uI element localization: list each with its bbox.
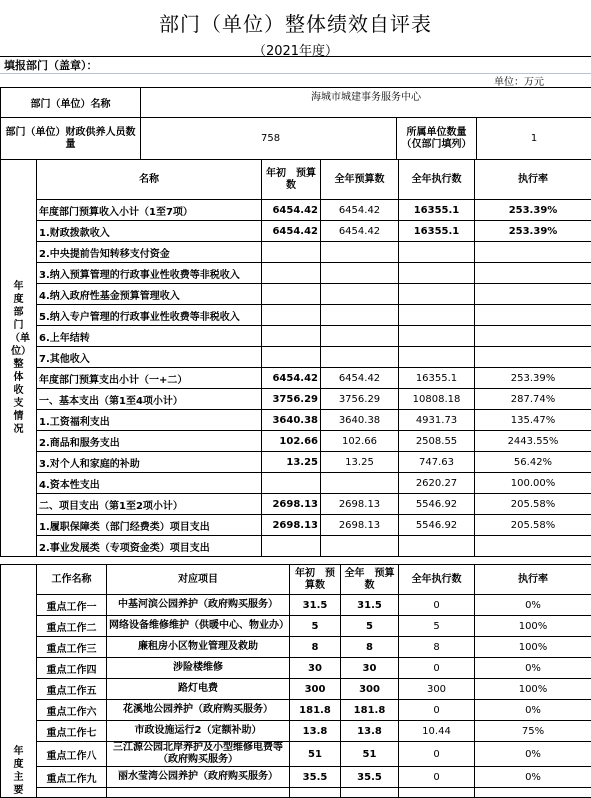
- staff-count-value: 758: [141, 118, 397, 160]
- work-annual: 35.5: [341, 767, 399, 788]
- work-project: 网络设备维修维护（供暖中心、物业办）: [107, 616, 290, 637]
- budget-executed: [399, 536, 475, 557]
- budget-annual: 3640.38: [321, 410, 399, 431]
- budget-annual: 102.66: [321, 431, 399, 452]
- table-row: [1, 515, 591, 536]
- budget-executed: 16355.1: [399, 200, 475, 221]
- dept-info-table: [0, 87, 591, 160]
- work-name: 重点工作一: [37, 595, 107, 616]
- budget-row-name: 4.纳入政府性基金预算管理收入: [37, 284, 262, 305]
- work-name: 重点工作四: [37, 658, 107, 679]
- budget-executed: 5546.92: [399, 515, 475, 536]
- budget-annual: 2698.13: [321, 494, 399, 515]
- work-initial: 5: [290, 616, 341, 637]
- budget-executed: 2620.27: [399, 473, 475, 494]
- budget-row-name: 一、基本支出（第1至4项小计）: [37, 389, 262, 410]
- budget-rate: 56.42%: [475, 452, 591, 473]
- table-row: [1, 536, 591, 557]
- work-initial: 13.8: [290, 721, 341, 742]
- budget-row-name: 5.纳入专户管理的行政事业性收费等非税收入: [37, 305, 262, 326]
- work-annual: 181.8: [341, 700, 399, 721]
- table-row: [1, 263, 591, 284]
- work-project: 市政设施运行2（定额补助）: [107, 721, 290, 742]
- budget-rate: 205.58%: [475, 494, 591, 515]
- budget-rate: 253.39%: [475, 200, 591, 221]
- table-row: [1, 452, 591, 473]
- budget-executed: 747.63: [399, 452, 475, 473]
- budget-initial: [262, 263, 321, 284]
- table-row: [1, 221, 591, 242]
- budget-rate: [475, 284, 591, 305]
- work-name: 重点工作二: [37, 616, 107, 637]
- table-row: [1, 637, 591, 658]
- budget-annual: 6454.42: [321, 368, 399, 389]
- budget-rate: [475, 326, 591, 347]
- work-empty-cell: [37, 788, 107, 798]
- staff-count-label: 部门（单位）财政供养人员数量: [1, 118, 141, 160]
- budget-row-name: 3.纳入预算管理的行政事业性收费等非税收入: [37, 263, 262, 284]
- budget-initial: [262, 305, 321, 326]
- work-header-4: 全年执行数: [399, 565, 475, 595]
- budget-rate: 205.58%: [475, 515, 591, 536]
- budget-executed: 2508.55: [399, 431, 475, 452]
- work-name: 重点工作八: [37, 742, 107, 767]
- budget-row-name: 2.中央提前告知转移支付资金: [37, 242, 262, 263]
- work-executed: 8: [399, 637, 475, 658]
- budget-row-name: 6.上年结转: [37, 326, 262, 347]
- work-side-label: 年度主要: [1, 565, 37, 798]
- budget-executed: 4931.73: [399, 410, 475, 431]
- work-header-2: 年初 预算数: [290, 565, 341, 595]
- work-annual: 13.8: [341, 721, 399, 742]
- budget-executed: [399, 263, 475, 284]
- budget-rate: 287.74%: [475, 389, 591, 410]
- table-row: [1, 347, 591, 368]
- work-executed: 0: [399, 658, 475, 679]
- budget-initial: [262, 326, 321, 347]
- table-row: [1, 679, 591, 700]
- work-executed: 0: [399, 700, 475, 721]
- budget-annual: 3756.29: [321, 389, 399, 410]
- budget-rate: [475, 263, 591, 284]
- budget-initial: 2698.13: [262, 494, 321, 515]
- work-rate: 100%: [475, 616, 591, 637]
- table-row: [1, 700, 591, 721]
- budget-row-name: 1.财政拨款收入: [37, 221, 262, 242]
- table-row: [1, 389, 591, 410]
- work-annual: 31.5: [341, 595, 399, 616]
- budget-row-name: 3.对个人和家庭的补助: [37, 452, 262, 473]
- work-rate: 0%: [475, 767, 591, 788]
- budget-rate: [475, 536, 591, 557]
- budget-annual: 13.25: [321, 452, 399, 473]
- sub-unit-count-value: 1: [477, 118, 591, 160]
- table-row: [1, 721, 591, 742]
- budget-annual: 6454.42: [321, 200, 399, 221]
- budget-initial: [262, 284, 321, 305]
- budget-annual: [321, 284, 399, 305]
- work-name: 重点工作九: [37, 767, 107, 788]
- work-initial: 51: [290, 742, 341, 767]
- budget-rate: 253.39%: [475, 368, 591, 389]
- table-row: [1, 616, 591, 637]
- budget-header-2: 全年预算数: [321, 160, 399, 200]
- budget-initial: 3640.38: [262, 410, 321, 431]
- budget-initial: 102.66: [262, 431, 321, 452]
- work-empty-cell: [107, 788, 290, 798]
- work-project: 三江源公园北岸养护及小型维修电费等（政府购买服务）: [107, 742, 290, 767]
- work-executed: 0: [399, 595, 475, 616]
- table-row: [1, 200, 591, 221]
- budget-annual: [321, 263, 399, 284]
- budget-initial: 3756.29: [262, 389, 321, 410]
- work-executed: 0: [399, 767, 475, 788]
- budget-annual: [321, 473, 399, 494]
- budget-row-name: 年度部门预算支出小计（一+二）: [37, 368, 262, 389]
- budget-rate: [475, 347, 591, 368]
- dept-name-label: 部门（单位）名称: [1, 88, 141, 118]
- budget-rate: [475, 242, 591, 263]
- dept-name-value: 海城市城建事务服务中心: [141, 88, 591, 118]
- work-project: 廉租房小区物业管理及救助: [107, 637, 290, 658]
- table-row: [1, 305, 591, 326]
- budget-header-3: 全年执行数: [399, 160, 475, 200]
- budget-table: [0, 159, 591, 557]
- work-project: 涉险楼维修: [107, 658, 290, 679]
- table-row: [1, 473, 591, 494]
- budget-annual: [321, 347, 399, 368]
- budget-rate: 100.00%: [475, 473, 591, 494]
- work-header-1: 对应项目: [107, 565, 290, 595]
- table-row: [1, 326, 591, 347]
- budget-row-name: 2.商品和服务支出: [37, 431, 262, 452]
- budget-executed: 16355.1: [399, 221, 475, 242]
- budget-annual: [321, 242, 399, 263]
- budget-side-label: 年度部门（单位）整体收支情况: [1, 160, 37, 557]
- table-row: [1, 410, 591, 431]
- budget-rate: 135.47%: [475, 410, 591, 431]
- budget-row-name: 7.其他收入: [37, 347, 262, 368]
- budget-row-name: 4.资本性支出: [37, 473, 262, 494]
- budget-initial: 2698.13: [262, 515, 321, 536]
- work-initial: 300: [290, 679, 341, 700]
- budget-executed: 5546.92: [399, 494, 475, 515]
- work-rate: 0%: [475, 742, 591, 767]
- fill-department-label: 填报部门（盖章）：: [0, 56, 591, 74]
- work-project: 中基河滨公园养护（政府购买服务）: [107, 595, 290, 616]
- work-rate: 100%: [475, 679, 591, 700]
- page-title: 部门（单位）整体绩效自评表: [0, 8, 591, 37]
- work-empty-cell: [290, 788, 341, 798]
- budget-row-name: 二、项目支出（第1至2项小计）: [37, 494, 262, 515]
- work-executed: 10.44: [399, 721, 475, 742]
- budget-row-name: 2.事业发展类（专项资金类）项目支出: [37, 536, 262, 557]
- table-row: [1, 767, 591, 788]
- work-name: 重点工作六: [37, 700, 107, 721]
- budget-initial: [262, 242, 321, 263]
- budget-row-name: 1.履职保障类（部门经费类）项目支出: [37, 515, 262, 536]
- budget-rate: 2443.55%: [475, 431, 591, 452]
- work-annual: 300: [341, 679, 399, 700]
- work-name: 重点工作五: [37, 679, 107, 700]
- table-row: [1, 742, 591, 767]
- work-project: 丽水莹湾公园养护（政府购买服务）: [107, 767, 290, 788]
- table-row: [1, 368, 591, 389]
- budget-row-name: 1.工资福利支出: [37, 410, 262, 431]
- sub-unit-count-label: 所属单位数量（仅部门填列）: [397, 118, 477, 160]
- budget-initial: 13.25: [262, 452, 321, 473]
- work-empty-cell: [475, 788, 591, 798]
- work-empty-cell: [399, 788, 475, 798]
- report-year: （2021年度）: [0, 40, 591, 59]
- budget-executed: 10808.18: [399, 389, 475, 410]
- work-initial: 30: [290, 658, 341, 679]
- budget-initial: [262, 536, 321, 557]
- budget-executed: [399, 242, 475, 263]
- budget-executed: 16355.1: [399, 368, 475, 389]
- budget-initial: [262, 347, 321, 368]
- budget-header-1: 年初 预算数: [262, 160, 321, 200]
- work-annual: 51: [341, 742, 399, 767]
- work-header-3: 全年 预算数: [341, 565, 399, 595]
- table-row: [1, 658, 591, 679]
- budget-initial: 6454.42: [262, 221, 321, 242]
- work-initial: 8: [290, 637, 341, 658]
- budget-header-0: 名称: [37, 160, 262, 200]
- budget-executed: [399, 326, 475, 347]
- work-rate: 75%: [475, 721, 591, 742]
- budget-annual: 2698.13: [321, 515, 399, 536]
- budget-annual: [321, 305, 399, 326]
- work-name: 重点工作三: [37, 637, 107, 658]
- budget-executed: [399, 284, 475, 305]
- work-empty-cell: [341, 788, 399, 798]
- budget-rate: 253.39%: [475, 221, 591, 242]
- budget-initial: 6454.42: [262, 200, 321, 221]
- work-annual: 30: [341, 658, 399, 679]
- work-executed: 0: [399, 742, 475, 767]
- budget-executed: [399, 347, 475, 368]
- work-executed: 5: [399, 616, 475, 637]
- work-rate: 0%: [475, 700, 591, 721]
- work-initial: 35.5: [290, 767, 341, 788]
- work-project: 花溪地公园养护（政府购买服务）: [107, 700, 290, 721]
- work-header-0: 工作名称: [37, 565, 107, 595]
- work-annual: 5: [341, 616, 399, 637]
- work-annual: 8: [341, 637, 399, 658]
- table-row: [1, 494, 591, 515]
- work-project: 路灯电费: [107, 679, 290, 700]
- budget-annual: [321, 536, 399, 557]
- work-rate: 100%: [475, 637, 591, 658]
- table-row: [1, 431, 591, 452]
- table-row: [1, 284, 591, 305]
- budget-annual: [321, 326, 399, 347]
- budget-annual: 6454.42: [321, 221, 399, 242]
- work-name: 重点工作七: [37, 721, 107, 742]
- work-executed: 300: [399, 679, 475, 700]
- budget-initial: [262, 473, 321, 494]
- budget-header-4: 执行率: [475, 160, 591, 200]
- work-header-5: 执行率: [475, 565, 591, 595]
- unit-label: 单位：万元: [494, 73, 544, 88]
- budget-row-name: 年度部门预算收入小计（1至7项）: [37, 200, 262, 221]
- budget-initial: 6454.42: [262, 368, 321, 389]
- work-rate: 0%: [475, 595, 591, 616]
- budget-executed: [399, 305, 475, 326]
- work-rate: 0%: [475, 658, 591, 679]
- table-row: [1, 595, 591, 616]
- budget-rate: [475, 305, 591, 326]
- work-initial: 181.8: [290, 700, 341, 721]
- table-row: [1, 242, 591, 263]
- key-work-table: [0, 564, 591, 798]
- work-initial: 31.5: [290, 595, 341, 616]
